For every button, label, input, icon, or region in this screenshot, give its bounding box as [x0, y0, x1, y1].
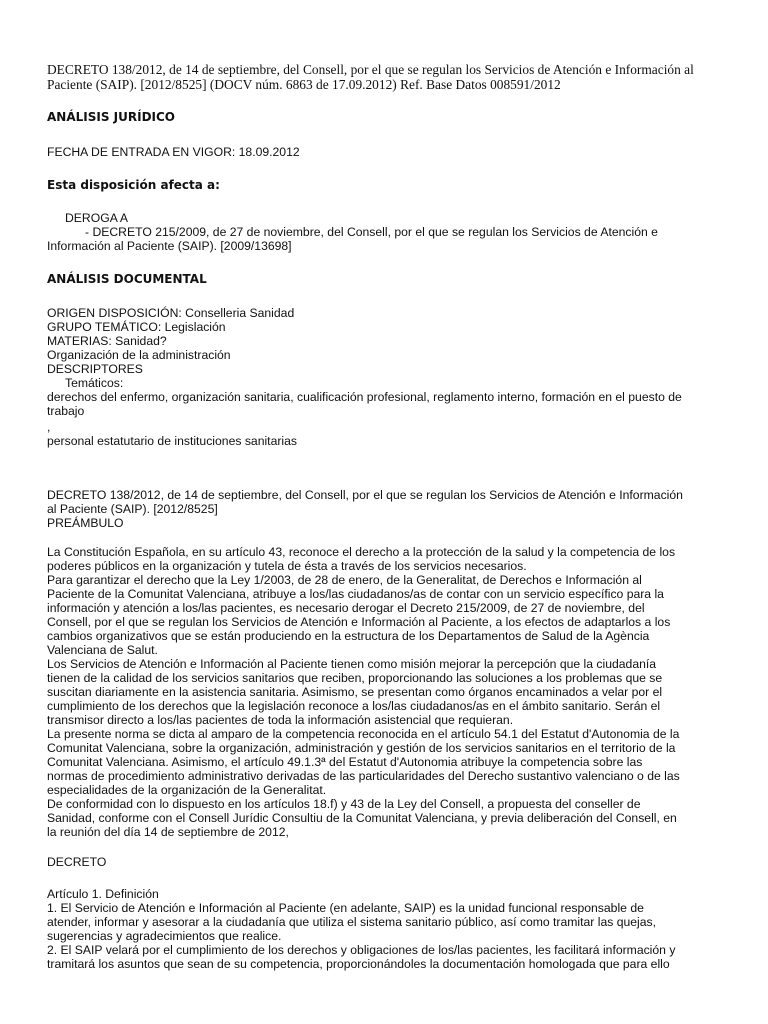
articulo-title: Artículo 1. Definición — [47, 887, 159, 901]
materias: MATERIAS: Sanidad? — [47, 334, 167, 348]
descriptor-separator: , — [47, 420, 51, 434]
descriptor-line: derechos del enfermo, organización sanitaria, cualificación profesional, reglamento interno, formación en el puesto de — [47, 390, 682, 404]
fecha-entrada-vigor: FECHA DE ENTRADA EN VIGOR: 18.09.2012 — [47, 145, 300, 159]
grupo-tematico: GRUPO TEMÁTICO: Legislación — [47, 320, 226, 334]
articulo-1 — [47, 887, 722, 971]
section-heading-documental: ANÁLISIS DOCUMENTAL — [47, 272, 207, 286]
preamble-line: Comunitat Valenciana, sobre la organización, administración y gestión de los servicios sanitarios en el territorio de la — [47, 741, 676, 755]
decree-title — [47, 488, 722, 530]
decree-title-line: DECRETO 138/2012, de 14 de septiembre, del Consell, por el que se regulan los Servicios de Atención e Información — [47, 488, 683, 502]
preamble-line: cumplimiento de los derechos que la legislación reconoce a los/las ciudadanos/as en el ámbito sanitario. Serán el — [47, 699, 661, 713]
header-title-line: DECRETO 138/2012, de 14 de septiembre, del Consell, por el que se regulan los Servicios de Atención e Información al — [47, 62, 694, 77]
descriptor-personal: personal estatutario de instituciones sanitarias — [47, 434, 297, 448]
document-header-title — [47, 62, 722, 92]
preamble-line: suscitan diariamente en la asistencia sanitaria. Asimismo, se presentan como órganos encaminados a velar por el — [47, 685, 663, 699]
origen-disposicion: ORIGEN DISPOSICIÓN: Conselleria Sanidad — [47, 306, 295, 320]
preamble-line: Los Servicios de Atención e Información al Paciente tienen como misión mejorar la percepción que la ciudadanía — [47, 657, 657, 671]
materias-detail: Organización de la administración — [47, 348, 231, 362]
preamble-line: transmisor directo a los/las pacientes de toda la información asistencial que requieran. — [47, 713, 514, 727]
descriptor-line: trabajo — [47, 404, 85, 418]
afecta-label: Esta disposición afecta a: — [47, 178, 220, 192]
header-title-line: Paciente (SAIP). [2012/8525] (DOCV núm. 6863 de 17.09.2012) Ref. Base Datos 008591/2012 — [47, 77, 561, 92]
deroga-line: - DECRETO 215/2009, de 27 de noviembre, del Consell, por el que se regulan los Servicios de Atención e — [85, 225, 658, 239]
preamble-line: La Constitución Española, en su artículo 43, reconoce el derecho a la protección de la salud y la competencia de los — [47, 545, 676, 559]
preamble-line: la reunión del día 14 de septiembre de 2012, — [47, 825, 289, 839]
preamble-line: Valenciana de Salut. — [47, 643, 158, 657]
descriptores-label: DESCRIPTORES — [47, 362, 143, 376]
decreto-heading: DECRETO — [47, 855, 107, 869]
preamble-line: especialidades de la organización de la Generalitat. — [47, 783, 327, 797]
preamble-text — [47, 545, 722, 839]
articulo-line: atender, informar y asesorar a la ciudadanía que utiliza el sistema sanitario público, así como tramitar las quejas, — [47, 915, 657, 929]
deroga-label: DEROGA A — [65, 211, 128, 225]
decree-title-line: al Paciente (SAIP). [2012/8525] — [47, 502, 218, 516]
articulo-line: 1. El Servicio de Atención e Información al Paciente (en adelante, SAIP) es la unidad funcional responsable de — [47, 901, 644, 915]
preamble-line: información y atención a los/las pacientes, es necesario derogar el Decreto 215/2009, de 27 de noviembre, del — [47, 601, 645, 615]
documental-fields — [47, 306, 722, 418]
articulo-line: 2. El SAIP velará por el cumplimiento de los derechos y obligaciones de los/las pacientes, les facilitará información y — [47, 943, 676, 957]
preamble-line: De conformidad con lo dispuesto en los artículos 18.f) y 43 de la Ley del Consell, a propuesta del conseller de — [47, 797, 641, 811]
tematicos-label: Temáticos: — [65, 376, 124, 390]
articulo-line: tramitará los asuntos que sean de su competencia, proporcionándoles la documentación homologada que para ello — [47, 957, 670, 971]
section-heading-juridico: ANÁLISIS JURÍDICO — [47, 110, 176, 124]
preamble-line: poderes públicos en la organización y tutela de ésta a través de los servicios necesarios. — [47, 559, 527, 573]
preamble-line: Paciente de la Comunitat Valenciana, atribuye a los/las ciudadanos/as de contar con un servicio específico para la — [47, 587, 664, 601]
preamble-line: Para garantizar el derecho que la Ley 1/2003, de 28 de enero, de la Generalitat, de Derechos e Información al — [47, 573, 642, 587]
preamble-line: Sanidad, conforme con el Consell Jurídic Consultiu de la Comunitat Valenciana, y previa deliberación del Consell, en — [47, 811, 677, 825]
deroga-line: Información al Paciente (SAIP). [2009/13698] — [47, 239, 292, 253]
preamble-line: tienen de la calidad de los servicios sanitarios que reciben, proporcionando las soluciones a los problemas que se — [47, 671, 663, 685]
preamble-line: Consell, por el que se regulan los Servicios de Atención e Información al Paciente, a los efectos de adaptarlos a los — [47, 615, 671, 629]
articulo-line: sugerencias y agradecimientos que realice. — [47, 929, 282, 943]
deroga-entry — [47, 225, 722, 253]
preamble-line: normas de procedimiento administrativo derivadas de las particularidades del Derecho sustantivo valenciano o de las — [47, 769, 680, 783]
preambulo-heading: PREÁMBULO — [47, 516, 124, 530]
preamble-line: La presente norma se dicta al amparo de la competencia reconocida en el artículo 54.1 del Estatut d'Autonomia de la — [47, 727, 680, 741]
preamble-line: cambios organizativos que se están produciendo en la estructura de los Departamentos de Salud de la Agència — [47, 629, 650, 643]
preamble-line: Comunitat Valenciana. Asimismo, el artículo 49.1.3ª del Estatut d'Autonomia atribuye la competencia sobre las — [47, 755, 643, 769]
